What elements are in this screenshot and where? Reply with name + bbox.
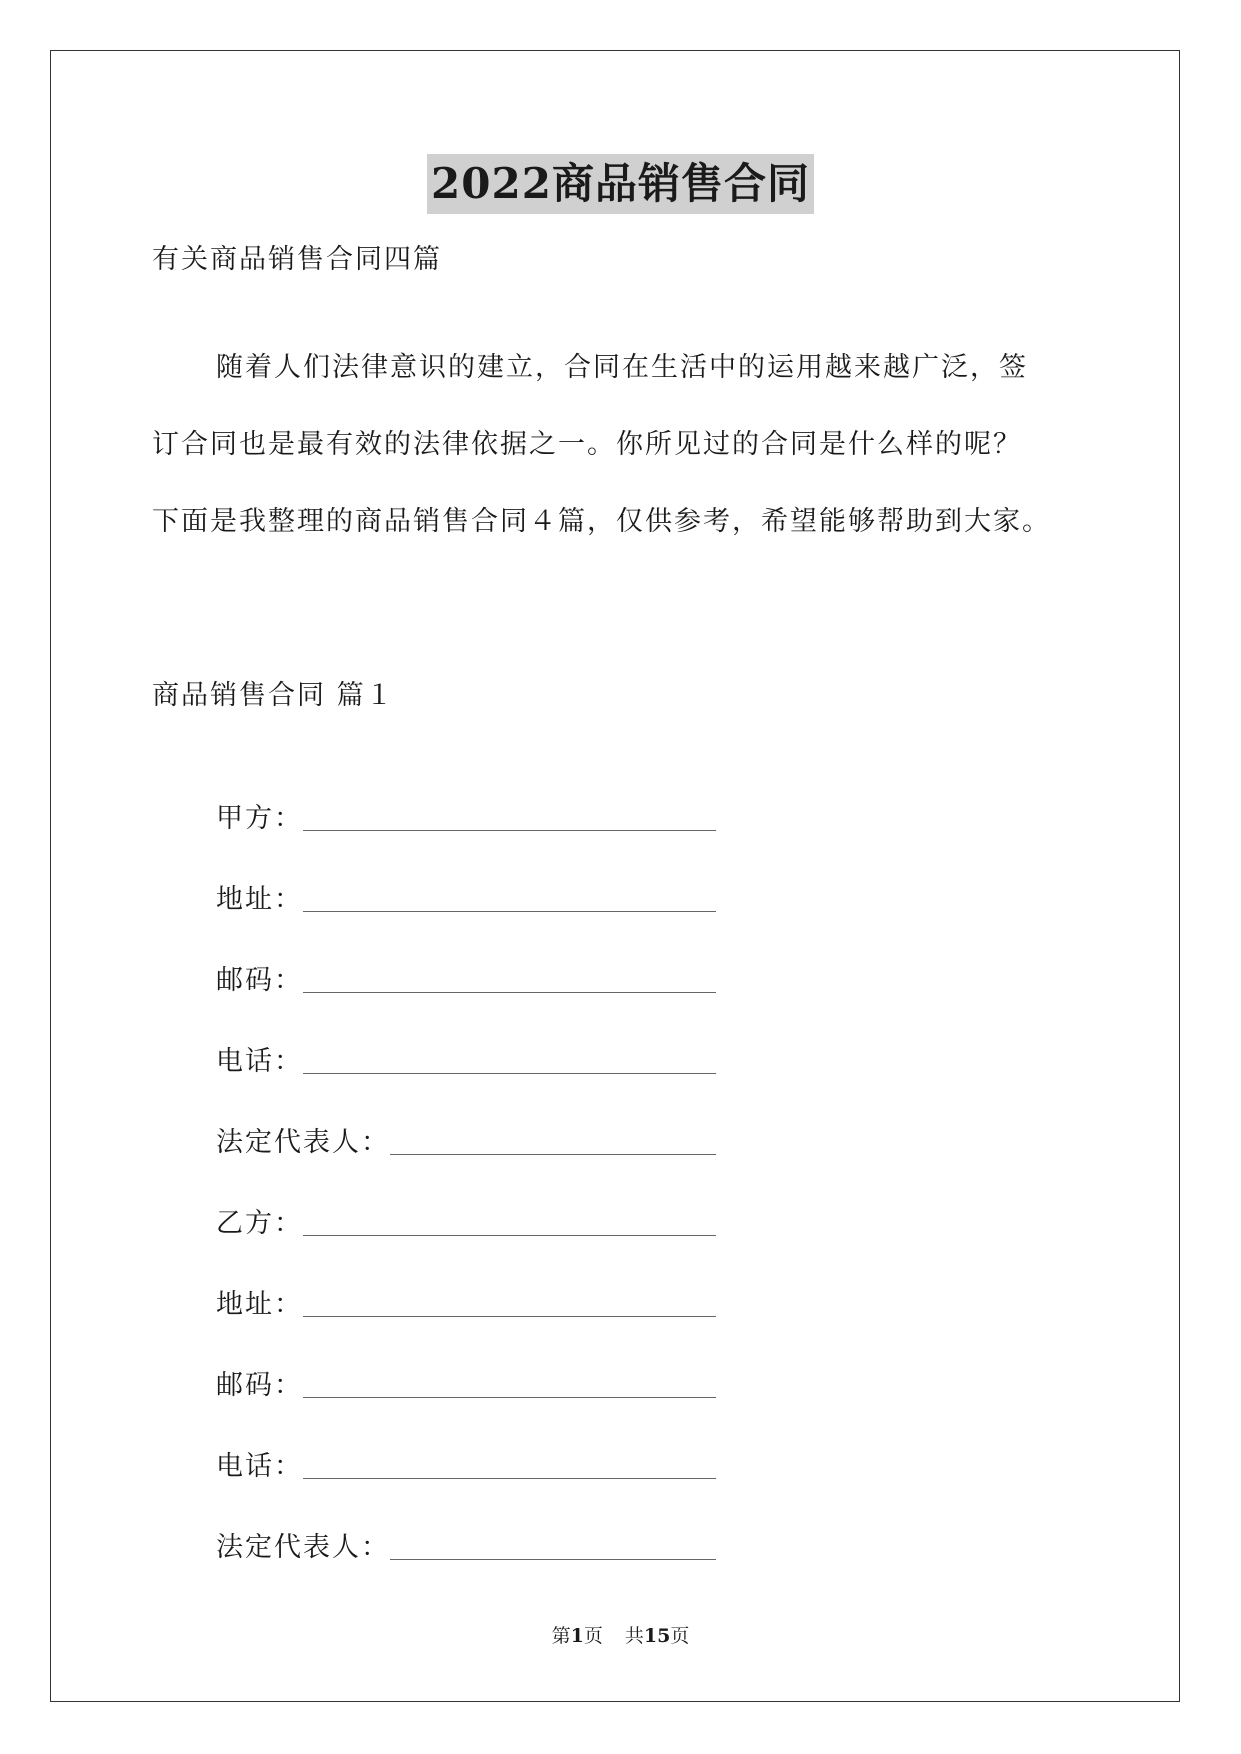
field-party-a — [216, 758, 716, 839]
document-subtitle: 有关商品销售合同四篇 — [152, 244, 442, 275]
field-label: 法定代表人： — [216, 1532, 390, 1563]
intro-paragraph — [152, 348, 1092, 579]
section-heading: 商品销售合同 篇１ — [152, 680, 395, 711]
field-label: 法定代表人： — [216, 1127, 390, 1158]
field-postcode-b — [216, 1325, 716, 1406]
field-address-b — [216, 1244, 716, 1325]
intro-line: 订合同也是最有效的法律依据之一。你所见过的合同是什么样的呢？ — [152, 429, 1022, 460]
field-phone-a — [216, 1001, 716, 1082]
field-label: 地址： — [216, 884, 303, 915]
document-title: 2022商品销售合同 — [427, 154, 814, 214]
fill-in-blank[interactable] — [303, 1373, 716, 1398]
field-party-b — [216, 1163, 716, 1244]
footer-prefix: 第 — [551, 1625, 571, 1647]
field-label: 邮码： — [216, 965, 303, 996]
footer-total-suffix: 页 — [670, 1625, 690, 1647]
field-label: 电话： — [216, 1451, 303, 1482]
intro-line: 下面是我整理的商品销售合同４篇，仅供参考，希望能够帮助到大家。 — [152, 506, 1051, 537]
footer-total-prefix: 共 — [624, 1625, 644, 1647]
field-label: 乙方： — [216, 1208, 303, 1239]
field-label: 甲方： — [216, 803, 303, 834]
fill-in-blank[interactable] — [303, 1049, 716, 1074]
field-label: 地址： — [216, 1289, 303, 1320]
field-legal-rep-a — [216, 1082, 716, 1163]
field-label: 电话： — [216, 1046, 303, 1077]
field-legal-rep-b — [216, 1487, 716, 1568]
title-container — [0, 154, 1241, 214]
field-postcode-a — [216, 920, 716, 1001]
field-label: 邮码： — [216, 1370, 303, 1401]
page-footer — [0, 1622, 1241, 1650]
field-phone-b — [216, 1406, 716, 1487]
current-page-number: 1 — [570, 1625, 584, 1647]
fill-in-blank[interactable] — [390, 1535, 716, 1560]
intro-line: 随着人们法律意识的建立，合同在生活中的运用越来越广泛，签 — [216, 352, 1028, 383]
total-pages-number: 15 — [643, 1625, 671, 1647]
fill-in-blank[interactable] — [303, 968, 716, 993]
fill-in-blank[interactable] — [303, 887, 716, 912]
contract-fields — [216, 758, 716, 1568]
fill-in-blank[interactable] — [303, 1211, 716, 1236]
footer-page-word: 页 — [583, 1625, 603, 1647]
fill-in-blank[interactable] — [303, 1292, 716, 1317]
field-address-a — [216, 839, 716, 920]
fill-in-blank[interactable] — [303, 1454, 716, 1479]
fill-in-blank[interactable] — [390, 1130, 716, 1155]
fill-in-blank[interactable] — [303, 806, 716, 831]
